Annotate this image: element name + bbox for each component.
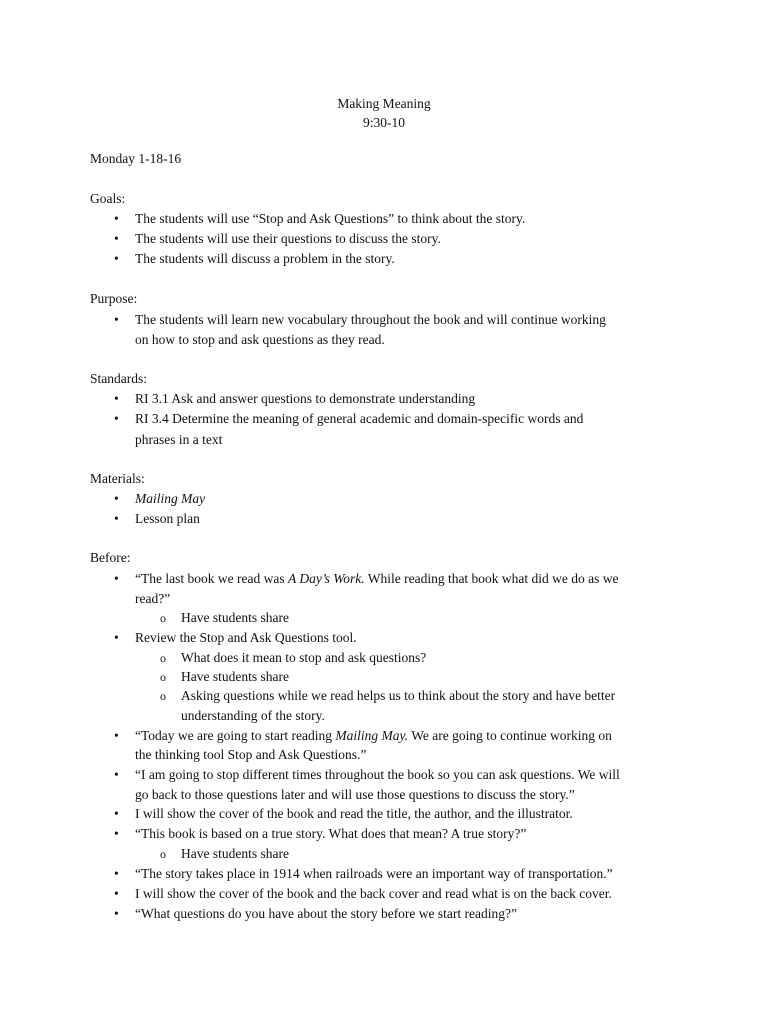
- before-item: I will show the cover of the book and read the title, the author, and the illustrator.: [135, 806, 573, 821]
- before-heading: Before:: [90, 550, 131, 565]
- sub-bullet-icon: o: [160, 611, 166, 625]
- bullet-icon: •: [114, 312, 119, 327]
- before-item-line1: “I am going to stop different times throughout the book so you can ask questions. We will: [135, 767, 620, 782]
- goal-item: The students will discuss a problem in the story.: [135, 251, 395, 266]
- sub-bullet-icon: o: [160, 689, 166, 703]
- bullet-icon: •: [114, 571, 119, 586]
- sub-bullet-icon: o: [160, 651, 166, 665]
- quote-rest: We are going to continue working on: [408, 728, 612, 743]
- purpose-heading: Purpose:: [90, 291, 138, 306]
- bullet-icon: •: [114, 728, 119, 743]
- bullet-icon: •: [114, 630, 119, 645]
- bullet-icon: •: [114, 411, 119, 426]
- sub-bullet-icon: o: [160, 847, 166, 861]
- quote-rest: While reading that book what did we do as we: [364, 571, 619, 586]
- before-item: Review the Stop and Ask Questions tool.: [135, 630, 357, 645]
- date-text: Monday 1-18-16: [90, 151, 182, 166]
- before-item-line2: go back to those questions later and will use those questions to discuss the story.”: [135, 787, 575, 802]
- bullet-icon: •: [114, 391, 119, 406]
- before-item: “This book is based on a true story. What does that mean? A true story?”: [135, 826, 527, 841]
- standard-item-line1: RI 3.4 Determine the meaning of general academic and domain-specific words and: [135, 411, 584, 426]
- document-title: [0, 94, 768, 132]
- before-subitem: What does it mean to stop and ask questions?: [181, 650, 427, 665]
- before-item-line2: read?”: [135, 591, 171, 606]
- book-title: Mailing May.: [335, 728, 409, 743]
- goals-heading: Goals:: [90, 191, 126, 206]
- before-subitem-line2: understanding of the story.: [181, 708, 325, 723]
- book-title: A Day’s Work.: [287, 571, 365, 586]
- material-item: [135, 490, 205, 508]
- materials-heading: Materials:: [90, 471, 145, 486]
- bullet-icon: •: [114, 826, 119, 841]
- purpose-item-line2: on how to stop and ask questions as they read.: [135, 332, 385, 347]
- standard-item: RI 3.1 Ask and answer questions to demonstrate understanding: [135, 391, 476, 406]
- bullet-icon: •: [114, 906, 119, 921]
- before-item-line1: [135, 727, 612, 745]
- goal-item: The students will use their questions to discuss the story.: [135, 231, 441, 246]
- before-item-line1: [135, 570, 619, 588]
- bullet-icon: •: [114, 231, 119, 246]
- title-text: Making Meaning: [337, 96, 431, 111]
- material-item: Lesson plan: [135, 511, 200, 526]
- time-text: 9:30-10: [363, 115, 405, 130]
- bullet-icon: •: [114, 251, 119, 266]
- standard-item-line2: phrases in a text: [135, 432, 223, 447]
- bullet-icon: •: [114, 211, 119, 226]
- before-subitem: Have students share: [181, 669, 289, 684]
- before-subitem: Have students share: [181, 610, 289, 625]
- bullet-icon: •: [114, 491, 119, 506]
- before-item-line2: the thinking tool Stop and Ask Questions.”: [135, 747, 367, 762]
- sub-bullet-icon: o: [160, 670, 166, 684]
- bullet-icon: •: [114, 767, 119, 782]
- bullet-icon: •: [114, 866, 119, 881]
- standards-heading: Standards:: [90, 371, 147, 386]
- before-item: I will show the cover of the book and the back cover and read what is on the back cover.: [135, 886, 612, 901]
- before-item: “The story takes place in 1914 when railroads were an important way of transportation.”: [135, 866, 613, 881]
- bullet-icon: •: [114, 511, 119, 526]
- bullet-icon: •: [114, 806, 119, 821]
- before-subitem: Have students share: [181, 846, 289, 861]
- bullet-icon: •: [114, 886, 119, 901]
- quote-start: “The last book we read was: [135, 571, 288, 586]
- purpose-item-line1: The students will learn new vocabulary throughout the book and will continue working: [135, 312, 606, 327]
- quote-start: “Today we are going to start reading: [135, 728, 336, 743]
- book-title: Mailing May: [135, 491, 206, 506]
- before-item: “What questions do you have about the story before we start reading?”: [135, 906, 517, 921]
- before-subitem-line1: Asking questions while we read helps us to think about the story and have better: [181, 688, 616, 703]
- goal-item: The students will use “Stop and Ask Questions” to think about the story.: [135, 211, 526, 226]
